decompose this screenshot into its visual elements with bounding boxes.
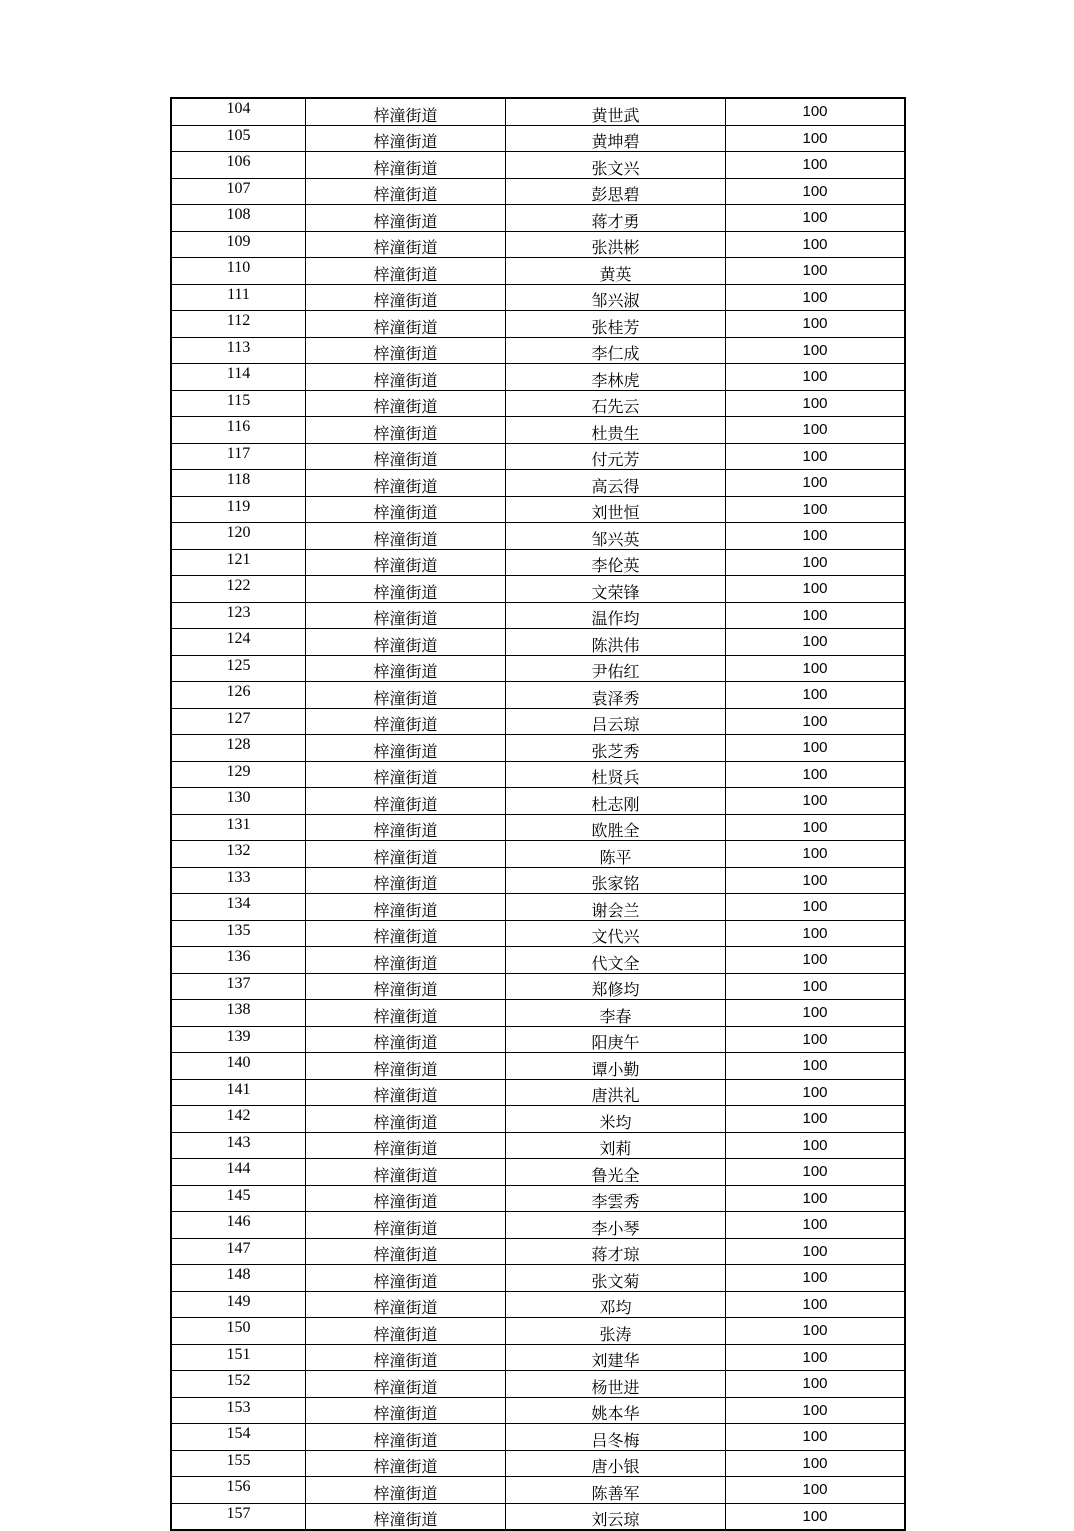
row-number-cell: 114 <box>171 364 306 391</box>
street-cell: 梓潼街道 <box>306 629 506 656</box>
row-number-cell: 108 <box>171 205 306 232</box>
row-number-cell: 147 <box>171 1238 306 1265</box>
table-row <box>171 549 905 576</box>
table-row <box>171 947 905 974</box>
row-number-cell: 155 <box>171 1450 306 1477</box>
table-row <box>171 920 905 947</box>
amount-cell: 100 <box>726 205 906 232</box>
person-name-cell: 石先云 <box>506 390 726 417</box>
amount-cell: 100 <box>726 1397 906 1424</box>
table-row <box>171 1291 905 1318</box>
amount-cell: 100 <box>726 920 906 947</box>
row-number-cell: 132 <box>171 841 306 868</box>
table-row <box>171 337 905 364</box>
street-cell: 梓潼街道 <box>306 1477 506 1504</box>
row-number-cell: 138 <box>171 1000 306 1027</box>
table-row <box>171 841 905 868</box>
row-number-cell: 120 <box>171 523 306 550</box>
table-row <box>171 417 905 444</box>
amount-cell: 100 <box>726 178 906 205</box>
person-name-cell: 吕冬梅 <box>506 1424 726 1451</box>
person-name-cell: 唐小银 <box>506 1450 726 1477</box>
row-number-cell: 113 <box>171 337 306 364</box>
table-row <box>171 814 905 841</box>
table-row <box>171 1159 905 1186</box>
person-name-cell: 谢会兰 <box>506 894 726 921</box>
person-name-cell: 李春 <box>506 1000 726 1027</box>
row-number-cell: 143 <box>171 1132 306 1159</box>
amount-cell: 100 <box>726 602 906 629</box>
street-cell: 梓潼街道 <box>306 1424 506 1451</box>
person-name-cell: 鲁光全 <box>506 1159 726 1186</box>
amount-cell: 100 <box>726 1185 906 1212</box>
street-cell: 梓潼街道 <box>306 364 506 391</box>
row-number-cell: 156 <box>171 1477 306 1504</box>
amount-cell: 100 <box>726 788 906 815</box>
amount-cell: 100 <box>726 337 906 364</box>
table-row <box>171 178 905 205</box>
row-number-cell: 110 <box>171 258 306 285</box>
street-cell: 梓潼街道 <box>306 894 506 921</box>
row-number-cell: 104 <box>171 98 306 125</box>
amount-cell: 100 <box>726 470 906 497</box>
row-number-cell: 149 <box>171 1291 306 1318</box>
street-cell: 梓潼街道 <box>306 1212 506 1239</box>
table-row <box>171 867 905 894</box>
amount-cell: 100 <box>726 1026 906 1053</box>
row-number-cell: 115 <box>171 390 306 417</box>
person-name-cell: 米均 <box>506 1106 726 1133</box>
amount-cell: 100 <box>726 1132 906 1159</box>
amount-cell: 100 <box>726 1371 906 1398</box>
amount-cell: 100 <box>726 1344 906 1371</box>
table-row <box>171 1000 905 1027</box>
table-row <box>171 788 905 815</box>
person-name-cell: 陈善军 <box>506 1477 726 1504</box>
table-row <box>171 576 905 603</box>
table-row <box>171 973 905 1000</box>
street-cell: 梓潼街道 <box>306 496 506 523</box>
amount-cell: 100 <box>726 417 906 444</box>
amount-cell: 100 <box>726 947 906 974</box>
street-cell: 梓潼街道 <box>306 1185 506 1212</box>
table-row <box>171 1503 905 1530</box>
amount-cell: 100 <box>726 125 906 152</box>
street-cell: 梓潼街道 <box>306 258 506 285</box>
amount-cell: 100 <box>726 496 906 523</box>
row-number-cell: 112 <box>171 311 306 338</box>
street-cell: 梓潼街道 <box>306 1053 506 1080</box>
table-row <box>171 523 905 550</box>
street-cell: 梓潼街道 <box>306 1371 506 1398</box>
table-row <box>171 1424 905 1451</box>
amount-cell: 100 <box>726 258 906 285</box>
amount-cell: 100 <box>726 1265 906 1292</box>
person-name-cell: 谭小勤 <box>506 1053 726 1080</box>
street-cell: 梓潼街道 <box>306 1291 506 1318</box>
person-name-cell: 杜贵生 <box>506 417 726 444</box>
row-number-cell: 154 <box>171 1424 306 1451</box>
row-number-cell: 126 <box>171 682 306 709</box>
row-number-cell: 144 <box>171 1159 306 1186</box>
table-row <box>171 1265 905 1292</box>
street-cell: 梓潼街道 <box>306 205 506 232</box>
table-row <box>171 205 905 232</box>
street-cell: 梓潼街道 <box>306 311 506 338</box>
table-row <box>171 284 905 311</box>
street-cell: 梓潼街道 <box>306 947 506 974</box>
row-number-cell: 111 <box>171 284 306 311</box>
row-number-cell: 135 <box>171 920 306 947</box>
street-cell: 梓潼街道 <box>306 284 506 311</box>
street-cell: 梓潼街道 <box>306 1503 506 1530</box>
street-cell: 梓潼街道 <box>306 1079 506 1106</box>
person-name-cell: 黄坤碧 <box>506 125 726 152</box>
street-cell: 梓潼街道 <box>306 390 506 417</box>
table-row <box>171 1238 905 1265</box>
table-row <box>171 364 905 391</box>
amount-cell: 100 <box>726 1291 906 1318</box>
row-number-cell: 106 <box>171 152 306 179</box>
street-cell: 梓潼街道 <box>306 1106 506 1133</box>
amount-cell: 100 <box>726 231 906 258</box>
row-number-cell: 151 <box>171 1344 306 1371</box>
row-number-cell: 133 <box>171 867 306 894</box>
row-number-cell: 131 <box>171 814 306 841</box>
street-cell: 梓潼街道 <box>306 337 506 364</box>
street-cell: 梓潼街道 <box>306 152 506 179</box>
row-number-cell: 125 <box>171 655 306 682</box>
table-row <box>171 258 905 285</box>
table-row <box>171 496 905 523</box>
amount-cell: 100 <box>726 1450 906 1477</box>
person-name-cell: 张文菊 <box>506 1265 726 1292</box>
row-number-cell: 150 <box>171 1318 306 1345</box>
street-cell: 梓潼街道 <box>306 1265 506 1292</box>
table-row <box>171 231 905 258</box>
amount-cell: 100 <box>726 814 906 841</box>
row-number-cell: 109 <box>171 231 306 258</box>
street-cell: 梓潼街道 <box>306 602 506 629</box>
street-cell: 梓潼街道 <box>306 841 506 868</box>
table-row <box>171 1079 905 1106</box>
street-cell: 梓潼街道 <box>306 231 506 258</box>
person-name-cell: 欧胜全 <box>506 814 726 841</box>
street-cell: 梓潼街道 <box>306 655 506 682</box>
amount-cell: 100 <box>726 735 906 762</box>
street-cell: 梓潼街道 <box>306 523 506 550</box>
table-row <box>171 1106 905 1133</box>
row-number-cell: 117 <box>171 443 306 470</box>
street-cell: 梓潼街道 <box>306 443 506 470</box>
amount-cell: 100 <box>726 98 906 125</box>
person-name-cell: 黄英 <box>506 258 726 285</box>
street-cell: 梓潼街道 <box>306 1026 506 1053</box>
table-row <box>171 602 905 629</box>
street-cell: 梓潼街道 <box>306 708 506 735</box>
person-name-cell: 陈平 <box>506 841 726 868</box>
row-number-cell: 128 <box>171 735 306 762</box>
person-name-cell: 李雲秀 <box>506 1185 726 1212</box>
table-row <box>171 390 905 417</box>
street-cell: 梓潼街道 <box>306 1159 506 1186</box>
person-name-cell: 张涛 <box>506 1318 726 1345</box>
person-name-cell: 张洪彬 <box>506 231 726 258</box>
row-number-cell: 136 <box>171 947 306 974</box>
street-cell: 梓潼街道 <box>306 788 506 815</box>
street-cell: 梓潼街道 <box>306 417 506 444</box>
person-name-cell: 邹兴英 <box>506 523 726 550</box>
street-cell: 梓潼街道 <box>306 470 506 497</box>
amount-cell: 100 <box>726 1159 906 1186</box>
row-number-cell: 105 <box>171 125 306 152</box>
row-number-cell: 148 <box>171 1265 306 1292</box>
amount-cell: 100 <box>726 629 906 656</box>
amount-cell: 100 <box>726 1424 906 1451</box>
person-name-cell: 张文兴 <box>506 152 726 179</box>
table-row <box>171 1477 905 1504</box>
row-number-cell: 146 <box>171 1212 306 1239</box>
person-name-cell: 李小琴 <box>506 1212 726 1239</box>
person-name-cell: 邹兴淑 <box>506 284 726 311</box>
person-name-cell: 高云得 <box>506 470 726 497</box>
amount-cell: 100 <box>726 1053 906 1080</box>
street-cell: 梓潼街道 <box>306 682 506 709</box>
row-number-cell: 127 <box>171 708 306 735</box>
amount-cell: 100 <box>726 682 906 709</box>
table-row <box>171 125 905 152</box>
street-cell: 梓潼街道 <box>306 735 506 762</box>
person-name-cell: 蒋才琼 <box>506 1238 726 1265</box>
amount-cell: 100 <box>726 523 906 550</box>
street-cell: 梓潼街道 <box>306 1397 506 1424</box>
row-number-cell: 130 <box>171 788 306 815</box>
table-row <box>171 1026 905 1053</box>
street-cell: 梓潼街道 <box>306 1000 506 1027</box>
table-row <box>171 761 905 788</box>
person-name-cell: 文荣锋 <box>506 576 726 603</box>
table-row <box>171 1185 905 1212</box>
row-number-cell: 142 <box>171 1106 306 1133</box>
table-row <box>171 629 905 656</box>
amount-cell: 100 <box>726 973 906 1000</box>
person-name-cell: 黄世武 <box>506 98 726 125</box>
row-number-cell: 134 <box>171 894 306 921</box>
person-name-cell: 张家铭 <box>506 867 726 894</box>
person-name-cell: 李伦英 <box>506 549 726 576</box>
amount-cell: 100 <box>726 311 906 338</box>
amount-cell: 100 <box>726 1503 906 1530</box>
street-cell: 梓潼街道 <box>306 178 506 205</box>
person-name-cell: 温作均 <box>506 602 726 629</box>
person-name-cell: 蒋才勇 <box>506 205 726 232</box>
row-number-cell: 119 <box>171 496 306 523</box>
table-row <box>171 443 905 470</box>
table-row <box>171 1344 905 1371</box>
table-row <box>171 98 905 125</box>
amount-cell: 100 <box>726 1212 906 1239</box>
amount-cell: 100 <box>726 894 906 921</box>
street-cell: 梓潼街道 <box>306 125 506 152</box>
table-row <box>171 682 905 709</box>
person-name-cell: 刘云琼 <box>506 1503 726 1530</box>
table-row <box>171 1212 905 1239</box>
table-row <box>171 655 905 682</box>
row-number-cell: 118 <box>171 470 306 497</box>
person-name-cell: 李林虎 <box>506 364 726 391</box>
table-row <box>171 1053 905 1080</box>
row-number-cell: 140 <box>171 1053 306 1080</box>
amount-cell: 100 <box>726 549 906 576</box>
person-name-cell: 刘建华 <box>506 1344 726 1371</box>
street-cell: 梓潼街道 <box>306 1318 506 1345</box>
row-number-cell: 122 <box>171 576 306 603</box>
street-cell: 梓潼街道 <box>306 1450 506 1477</box>
row-number-cell: 121 <box>171 549 306 576</box>
amount-cell: 100 <box>726 576 906 603</box>
amount-cell: 100 <box>726 708 906 735</box>
street-cell: 梓潼街道 <box>306 576 506 603</box>
table-row <box>171 152 905 179</box>
row-number-cell: 137 <box>171 973 306 1000</box>
person-name-cell: 李仁成 <box>506 337 726 364</box>
amount-cell: 100 <box>726 867 906 894</box>
row-number-cell: 145 <box>171 1185 306 1212</box>
street-cell: 梓潼街道 <box>306 549 506 576</box>
street-cell: 梓潼街道 <box>306 1132 506 1159</box>
person-name-cell: 彭思碧 <box>506 178 726 205</box>
table-row <box>171 708 905 735</box>
person-name-cell: 唐洪礼 <box>506 1079 726 1106</box>
row-number-cell: 124 <box>171 629 306 656</box>
amount-cell: 100 <box>726 1106 906 1133</box>
table-row <box>171 1318 905 1345</box>
row-number-cell: 157 <box>171 1503 306 1530</box>
row-number-cell: 116 <box>171 417 306 444</box>
person-name-cell: 付元芳 <box>506 443 726 470</box>
person-name-cell: 杜志刚 <box>506 788 726 815</box>
amount-cell: 100 <box>726 284 906 311</box>
person-name-cell: 刘莉 <box>506 1132 726 1159</box>
street-cell: 梓潼街道 <box>306 98 506 125</box>
amount-cell: 100 <box>726 443 906 470</box>
person-name-cell: 杨世进 <box>506 1371 726 1398</box>
street-cell: 梓潼街道 <box>306 973 506 1000</box>
person-name-cell: 郑修均 <box>506 973 726 1000</box>
person-name-cell: 姚本华 <box>506 1397 726 1424</box>
amount-cell: 100 <box>726 655 906 682</box>
row-number-cell: 141 <box>171 1079 306 1106</box>
street-cell: 梓潼街道 <box>306 920 506 947</box>
row-number-cell: 153 <box>171 1397 306 1424</box>
amount-cell: 100 <box>726 841 906 868</box>
person-name-cell: 张桂芳 <box>506 311 726 338</box>
row-number-cell: 152 <box>171 1371 306 1398</box>
street-cell: 梓潼街道 <box>306 867 506 894</box>
amount-cell: 100 <box>726 152 906 179</box>
person-name-cell: 陈洪伟 <box>506 629 726 656</box>
amount-cell: 100 <box>726 390 906 417</box>
person-name-cell: 阳庚午 <box>506 1026 726 1053</box>
person-name-cell: 张芝秀 <box>506 735 726 762</box>
table-row <box>171 311 905 338</box>
person-name-cell: 刘世恒 <box>506 496 726 523</box>
amount-cell: 100 <box>726 1079 906 1106</box>
amount-cell: 100 <box>726 364 906 391</box>
street-cell: 梓潼街道 <box>306 814 506 841</box>
data-table <box>170 97 906 1531</box>
table-row <box>171 1450 905 1477</box>
person-name-cell: 吕云琼 <box>506 708 726 735</box>
table-body <box>171 98 905 1530</box>
person-name-cell: 邓均 <box>506 1291 726 1318</box>
amount-cell: 100 <box>726 1318 906 1345</box>
row-number-cell: 139 <box>171 1026 306 1053</box>
table-row <box>171 1132 905 1159</box>
person-name-cell: 杜贤兵 <box>506 761 726 788</box>
person-name-cell: 尹佑红 <box>506 655 726 682</box>
street-cell: 梓潼街道 <box>306 1344 506 1371</box>
amount-cell: 100 <box>726 1000 906 1027</box>
table-row <box>171 735 905 762</box>
person-name-cell: 文代兴 <box>506 920 726 947</box>
amount-cell: 100 <box>726 1238 906 1265</box>
person-name-cell: 代文全 <box>506 947 726 974</box>
table-row <box>171 470 905 497</box>
street-cell: 梓潼街道 <box>306 1238 506 1265</box>
amount-cell: 100 <box>726 1477 906 1504</box>
street-cell: 梓潼街道 <box>306 761 506 788</box>
table-row <box>171 894 905 921</box>
amount-cell: 100 <box>726 761 906 788</box>
row-number-cell: 123 <box>171 602 306 629</box>
person-name-cell: 袁泽秀 <box>506 682 726 709</box>
row-number-cell: 107 <box>171 178 306 205</box>
table-row <box>171 1397 905 1424</box>
row-number-cell: 129 <box>171 761 306 788</box>
table-row <box>171 1371 905 1398</box>
